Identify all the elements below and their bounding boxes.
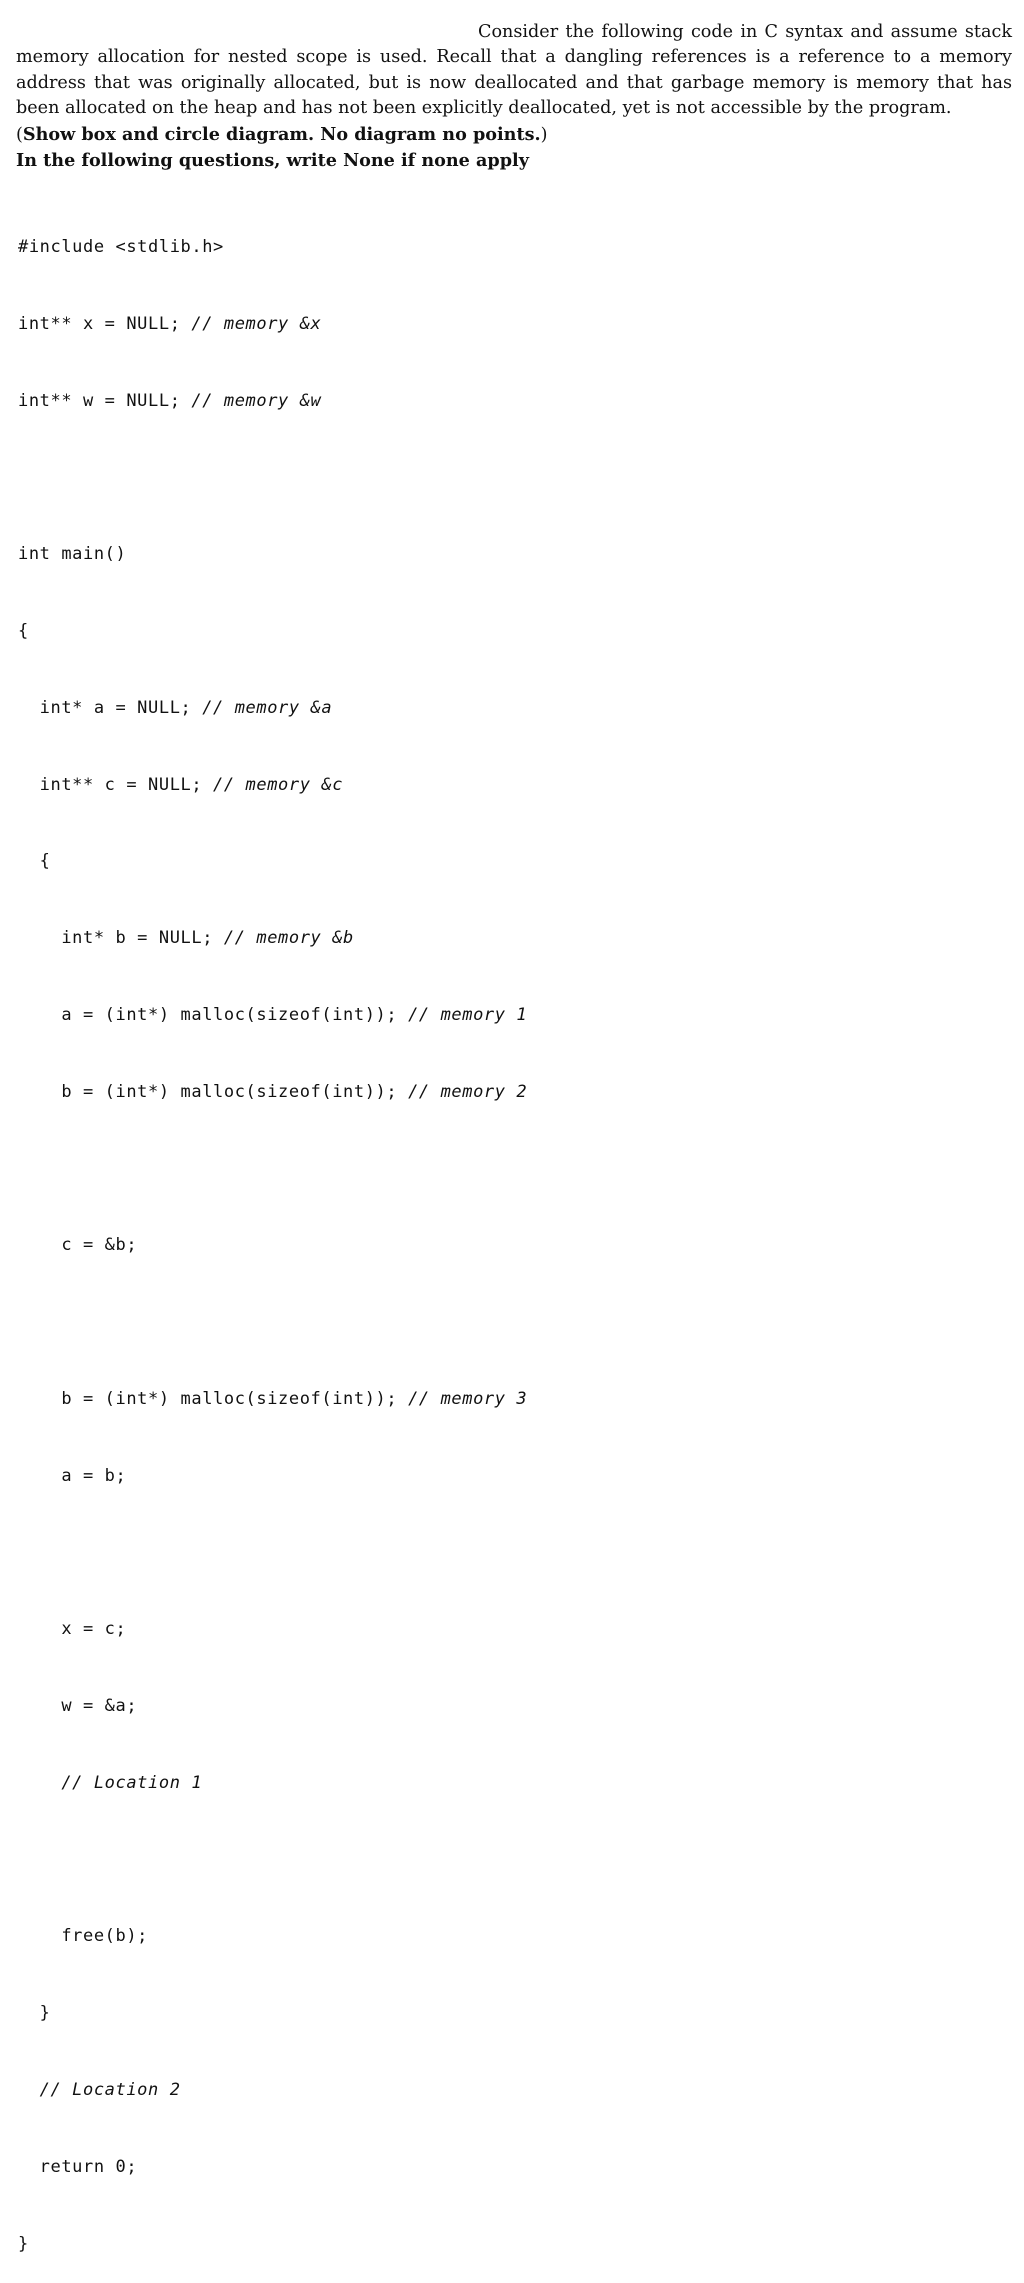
code-line: int** w = NULL; // memory &w bbox=[18, 390, 322, 411]
code-line: free(b); bbox=[18, 1926, 149, 1947]
code-line: int** c = NULL; // memory &c bbox=[18, 774, 344, 795]
code-line bbox=[18, 1157, 527, 1183]
code-line: a = b; bbox=[18, 1465, 127, 1486]
code-comment: // memory &a bbox=[202, 697, 333, 718]
code-line bbox=[18, 2078, 527, 2104]
code-line: } bbox=[18, 2003, 51, 2024]
code-listing bbox=[18, 184, 527, 2283]
code-line: int** x = NULL; // memory &x bbox=[18, 313, 322, 334]
diagram-note: Show box and circle diagram. No diagram no points. bbox=[22, 123, 541, 145]
code-comment: // memory 2 bbox=[408, 1081, 528, 1102]
instruction: In the following questions, write None if none apply bbox=[16, 150, 529, 172]
code-line: b = (int*) malloc(sizeof(int)); // memory 2 bbox=[18, 1081, 528, 1102]
code-comment: // memory 1 bbox=[408, 1005, 528, 1025]
code-comment: // memory &x bbox=[191, 313, 322, 334]
code-comment: // memory &c bbox=[213, 774, 344, 795]
code-line: { bbox=[18, 621, 29, 642]
code-line: c = &b; bbox=[18, 1235, 138, 1256]
code-line: } bbox=[18, 2233, 29, 2254]
code-line bbox=[18, 1848, 527, 1874]
code-comment: // memory &b bbox=[223, 928, 354, 949]
code-line: int* b = NULL; // memory &b bbox=[18, 928, 354, 949]
code-line: #include <stdlib.h> bbox=[18, 237, 224, 258]
code-line: int* a = NULL; // memory &a bbox=[18, 697, 333, 718]
code-line: { bbox=[18, 851, 51, 872]
intro-paragraph bbox=[16, 20, 1012, 122]
code-comment: // memory &w bbox=[191, 390, 322, 411]
code-line: int main() bbox=[18, 544, 127, 565]
code-line bbox=[18, 1540, 527, 1566]
code-line: b = (int*) malloc(sizeof(int)); // memory 3 bbox=[18, 1388, 528, 1409]
code-line bbox=[18, 466, 527, 492]
code-line: w = &a; bbox=[18, 1696, 138, 1717]
code-line bbox=[18, 1310, 527, 1336]
code-line: return 0; bbox=[18, 2156, 138, 2177]
code-line bbox=[18, 1771, 527, 1797]
location-1-comment: // Location 1 bbox=[18, 1772, 203, 1793]
code-line: x = c; bbox=[18, 1619, 127, 1640]
diagram-note-line: (Show box and circle diagram. No diagram no points.) bbox=[16, 123, 548, 145]
code-line: a = (int*) malloc(sizeof(int)); // memory 1 bbox=[18, 1005, 528, 1025]
location-2-comment: // Location 2 bbox=[18, 2079, 181, 2100]
problem-statement bbox=[16, 20, 1012, 173]
intro-text: Consider the following code in C syntax and assume stack memory allocation for nested scope is used. Recall that a dangling references is a reference to a memory address that was originally allocated, but is now deallocated and that garbage memory is memory that has been allocated on the heap and has not been explicitly deallocated, yet is not accessible by the program. bbox=[16, 22, 1012, 119]
code-comment: // memory 3 bbox=[408, 1388, 528, 1409]
